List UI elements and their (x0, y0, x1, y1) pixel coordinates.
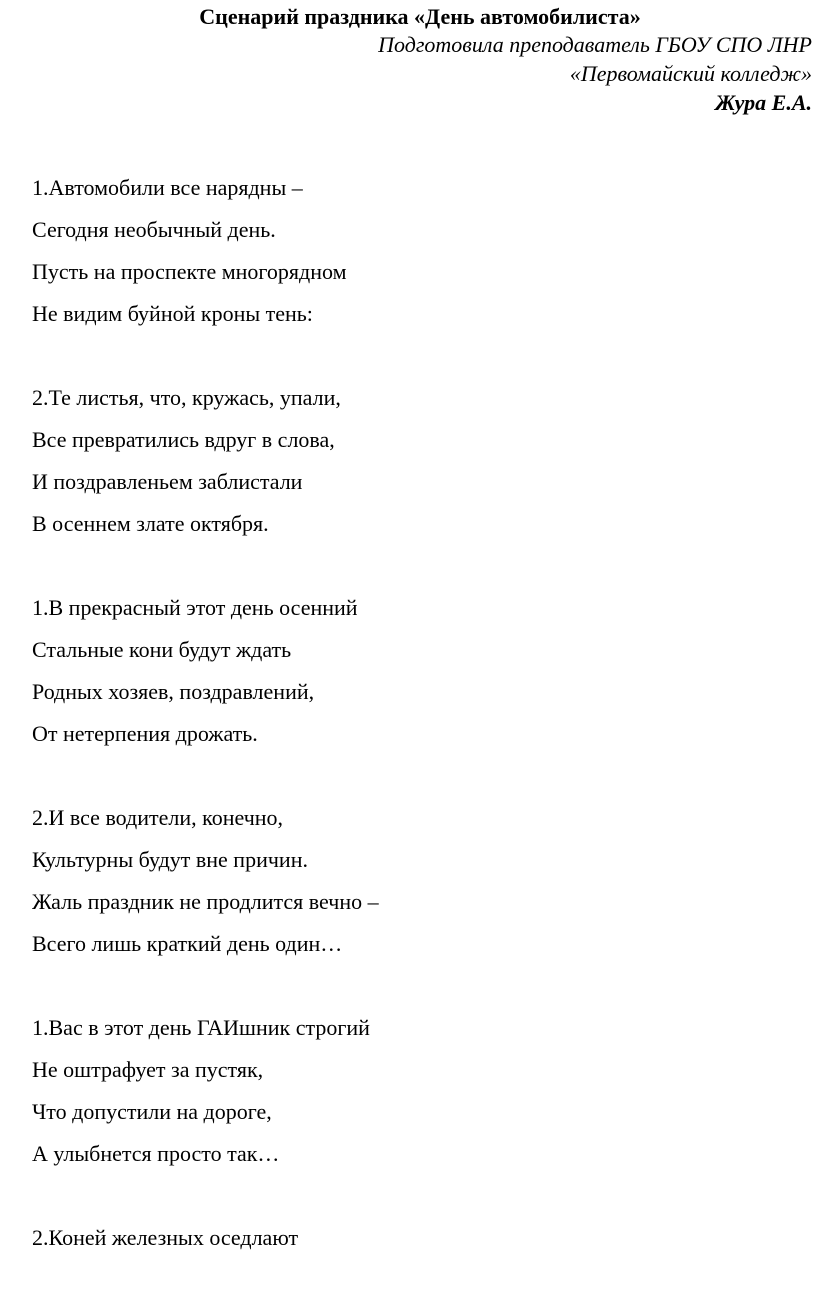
verse-line: Культурны будут вне причин. (32, 847, 308, 872)
verse-line: Жаль праздник не продлится вечно – (32, 889, 379, 914)
verse-line: От нетерпения дрожать. (32, 721, 258, 746)
verse-line: 2.И все водители, конечно, (32, 805, 284, 830)
document-title: Сценарий праздника «День автомобилиста» (199, 4, 641, 29)
verse-line: 1.Автомобили все нарядны – (32, 175, 303, 200)
poem-body (32, 167, 379, 1301)
verse-line: Все превратились вдруг в слова, (32, 427, 335, 452)
stanza-4 (32, 797, 379, 965)
verse-line: 2.Коней железных оседлают (32, 1225, 299, 1250)
author-block (378, 30, 812, 117)
stanza-6 (32, 1217, 379, 1259)
verse-line: Не оштрафует за пустяк, (32, 1057, 264, 1082)
verse-line: 2.Те листья, что, кружась, упали, (32, 385, 341, 410)
verse-line: И поздравленьем заблистали (32, 469, 303, 494)
author-name: Жура Е.А. (715, 90, 812, 115)
author-institution: «Первомайский колледж» (569, 61, 812, 86)
stanza-3 (32, 587, 379, 755)
verse-line: Не видим буйной кроны тень: (32, 301, 313, 326)
verse-line: Что допустили на дороге, (32, 1099, 272, 1124)
verse-line: Всего лишь краткий день один… (32, 931, 343, 956)
verse-line: Родных хозяев, поздравлений, (32, 679, 315, 704)
stanza-2 (32, 377, 379, 545)
verse-line: В осеннем злате октября. (32, 511, 269, 536)
verse-line: Сегодня необычный день. (32, 217, 276, 242)
verse-line: Пусть на проспекте многорядном (32, 259, 347, 284)
author-position: Подготовила преподаватель ГБОУ СПО ЛНР (378, 32, 812, 57)
verse-line: А улыбнется просто так… (32, 1141, 280, 1166)
verse-line: Стальные кони будут ждать (32, 637, 292, 662)
verse-line: 1.Вас в этот день ГАИшник строгий (32, 1015, 370, 1040)
verse-line: 1.В прекрасный этот день осенний (32, 595, 358, 620)
stanza-1 (32, 167, 379, 335)
stanza-5 (32, 1007, 379, 1175)
